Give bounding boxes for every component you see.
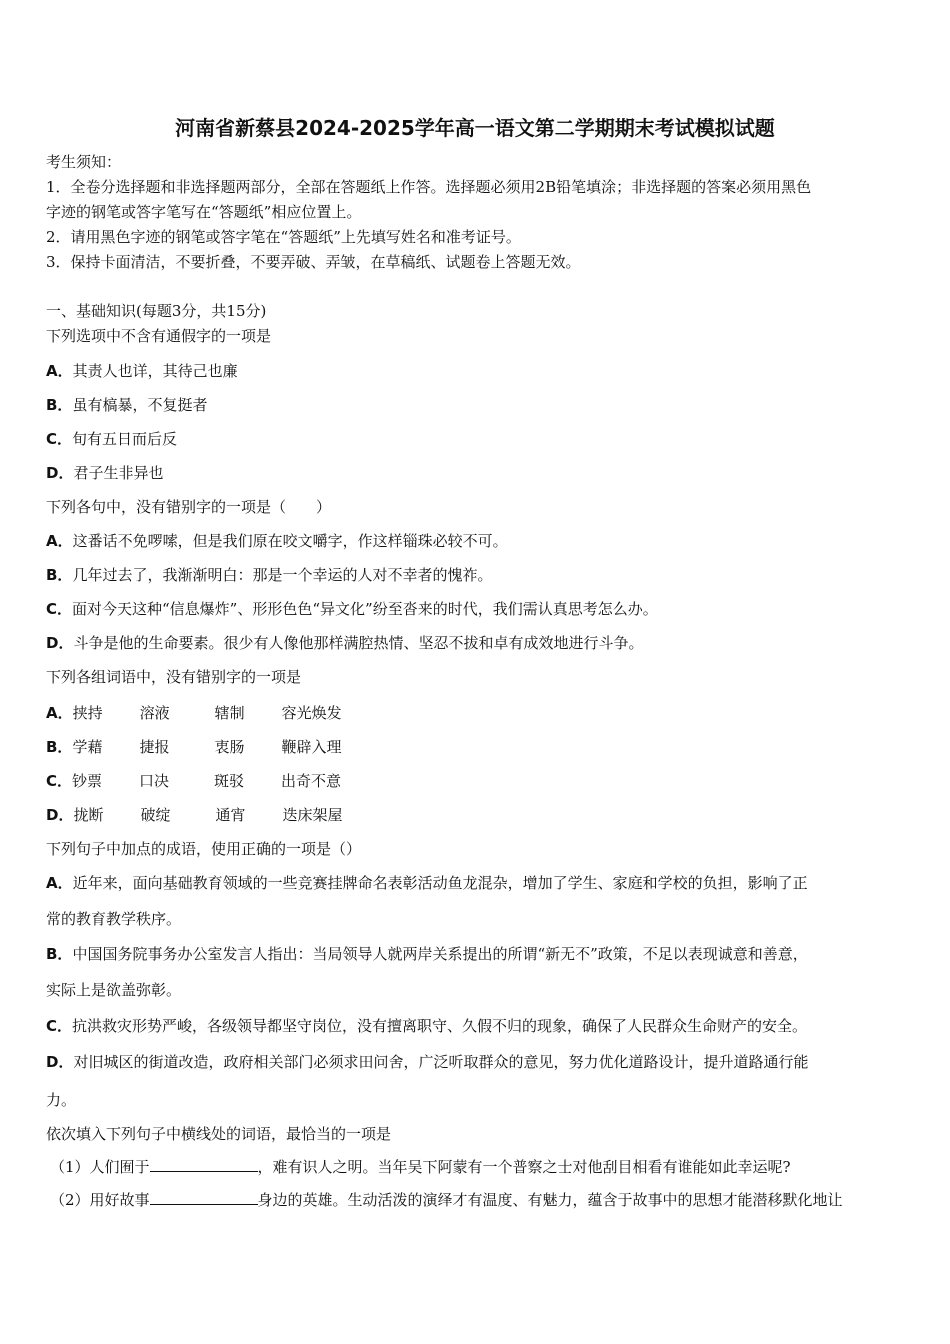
word: 出奇不意 bbox=[281, 772, 342, 790]
option-letter: D． bbox=[46, 634, 74, 652]
option-text: 近年来，面向基础教育领域的一些竞赛挂牌命名表彰活动鱼龙混杂，增加了学生、家庭和学校的负担，影响了正 bbox=[72, 874, 808, 892]
option-letter: C． bbox=[46, 430, 73, 448]
word: 容光焕发 bbox=[281, 704, 342, 722]
option-letter: A． bbox=[46, 532, 73, 550]
q2-option-c[interactable] bbox=[46, 599, 658, 619]
q4-option-a[interactable] bbox=[46, 873, 808, 893]
word: 溶液 bbox=[139, 704, 170, 722]
option-text: 抗洪救灾形势严峻，各级领导都坚守岗位，没有擅离职守、久假不归的现象，确保了人民群众生命财产的安全。 bbox=[72, 1017, 808, 1035]
question-3-stem: 下列各组词语中，没有错别字的一项是 bbox=[46, 668, 302, 686]
option-text: 这番话不免啰嗦，但是我们原在咬文嚼字，作这样锱珠必较不可。 bbox=[72, 532, 508, 550]
word: 通宵 bbox=[215, 806, 246, 824]
question-4-stem: 下列句子中加点的成语，使用正确的一项是（） bbox=[46, 840, 362, 858]
option-letter: B． bbox=[46, 738, 73, 756]
option-text: 旬有五日而后反 bbox=[72, 430, 178, 448]
option-letter: A． bbox=[46, 362, 73, 380]
option-text: 对旧城区的街道改造，政府相关部门必须求田问舍，广泛听取群众的意见，努力优化道路设计，提升道路通行能 bbox=[73, 1053, 809, 1071]
q2-option-b[interactable] bbox=[46, 565, 492, 585]
word: 口决 bbox=[139, 772, 170, 790]
q2-option-a[interactable] bbox=[46, 531, 508, 551]
option-text: 面对今天这种“信息爆炸”、形形色色“异文化”纷至沓来的时代，我们需认真思考怎么办。 bbox=[72, 600, 658, 618]
word: 破绽 bbox=[140, 806, 171, 824]
word: 钞票 bbox=[72, 772, 103, 790]
option-letter: D． bbox=[46, 806, 74, 824]
q1-option-d[interactable] bbox=[46, 463, 163, 483]
notice-item-1: 1．全卷分选择题和非选择题两部分，全部在答题纸上作答。选择题必须用2B铅笔填涂；非选择题的答案必须用黑色 bbox=[46, 178, 812, 196]
question-5-stem: 依次填入下列句子中横线处的词语，最恰当的一项是 bbox=[46, 1125, 392, 1143]
q1-option-b[interactable] bbox=[46, 395, 207, 415]
word: 斑驳 bbox=[214, 772, 245, 790]
answer-blank[interactable] bbox=[150, 1190, 258, 1205]
option-letter: C． bbox=[46, 600, 73, 618]
question-2-stem: 下列各句中，没有错别字的一项是（ ） bbox=[46, 498, 332, 516]
option-letter: B． bbox=[46, 945, 73, 963]
word: 辖制 bbox=[214, 704, 245, 722]
notice-item-1-cont: 字迹的钢笔或答字笔写在“答题纸”相应位置上。 bbox=[46, 203, 362, 221]
word: 挟持 bbox=[72, 704, 103, 722]
word: 捷报 bbox=[139, 738, 170, 756]
q4-option-d-cont: 力。 bbox=[46, 1091, 77, 1109]
q1-option-a[interactable] bbox=[46, 361, 238, 381]
q4-option-c[interactable] bbox=[46, 1016, 807, 1036]
question-1-stem: 下列选项中不含有通假字的一项是 bbox=[46, 327, 272, 345]
option-letter: C． bbox=[46, 772, 73, 790]
q3-option-b[interactable] bbox=[46, 737, 341, 757]
q4-option-a-cont: 常的教育教学秩序。 bbox=[46, 910, 182, 928]
option-text: 虽有槁暴，不复挺者 bbox=[72, 396, 208, 414]
option-letter: A． bbox=[46, 704, 73, 722]
q2-option-d[interactable] bbox=[46, 633, 643, 653]
option-letter: A． bbox=[46, 874, 73, 892]
answer-blank[interactable] bbox=[150, 1157, 258, 1172]
option-text: 君子生非异也 bbox=[73, 464, 164, 482]
page-title: 河南省新蔡县2024-2025学年高一语文第二学期期末考试模拟试题 bbox=[175, 116, 775, 140]
option-text: 斗争是他的生命要素。很少有人像他那样满腔热情、坚忍不拔和卓有成效地进行斗争。 bbox=[73, 634, 644, 652]
option-letter: D． bbox=[46, 1053, 74, 1071]
q4-option-b[interactable] bbox=[46, 944, 808, 964]
q3-option-d[interactable] bbox=[46, 805, 342, 825]
q3-option-c[interactable] bbox=[46, 771, 341, 791]
word: 衷肠 bbox=[214, 738, 245, 756]
sentence-suffix: ，难有识人之明。当年吴下阿蒙有一个普察之士对他刮目相看有谁能如此幸运呢? bbox=[257, 1158, 791, 1176]
notice-item-2: 2．请用黑色字迹的钢笔或答字笔在“答题纸”上先填写姓名和准考证号。 bbox=[46, 228, 521, 246]
q4-option-b-cont: 实际上是欲盖弥彰。 bbox=[46, 981, 182, 999]
word: 学藉 bbox=[72, 738, 103, 756]
sentence-prefix: （2）用好故事 bbox=[50, 1191, 150, 1209]
word: 迭床架屋 bbox=[282, 806, 343, 824]
option-text: 其责人也详，其待己也廉 bbox=[72, 362, 238, 380]
option-letter: C． bbox=[46, 1017, 73, 1035]
notice-item-3: 3．保持卡面清洁，不要折叠，不要弄破、弄皱，在草稿纸、试题卷上答题无效。 bbox=[46, 253, 581, 271]
sentence-suffix: 身边的英雄。生动活泼的演绎才有温度、有魅力，蕴含于故事中的思想才能潜移默化地让 bbox=[257, 1191, 843, 1209]
option-text: 几年过去了，我渐渐明白：那是一个幸运的人对不幸者的愧祚。 bbox=[72, 566, 493, 584]
option-letter: B． bbox=[46, 396, 73, 414]
notice-heading: 考生须知： bbox=[46, 153, 122, 171]
q4-option-d[interactable] bbox=[46, 1052, 808, 1072]
word: 鞭辟入理 bbox=[281, 738, 342, 756]
option-letter: D． bbox=[46, 464, 74, 482]
q1-option-c[interactable] bbox=[46, 429, 177, 449]
sentence-prefix: （1）人们囿于 bbox=[50, 1158, 150, 1176]
section-heading: 一、基础知识(每题3分，共15分) bbox=[46, 302, 267, 320]
q3-option-a[interactable] bbox=[46, 703, 342, 723]
q5-sentence-2 bbox=[50, 1190, 843, 1210]
option-letter: B． bbox=[46, 566, 73, 584]
option-text: 中国国务院事务办公室发言人指出：当局领导人就两岸关系提出的所谓“新无不”政策，不足以表现诚意和善意， bbox=[72, 945, 808, 963]
word: 拢断 bbox=[73, 806, 104, 824]
q5-sentence-1 bbox=[50, 1157, 791, 1177]
